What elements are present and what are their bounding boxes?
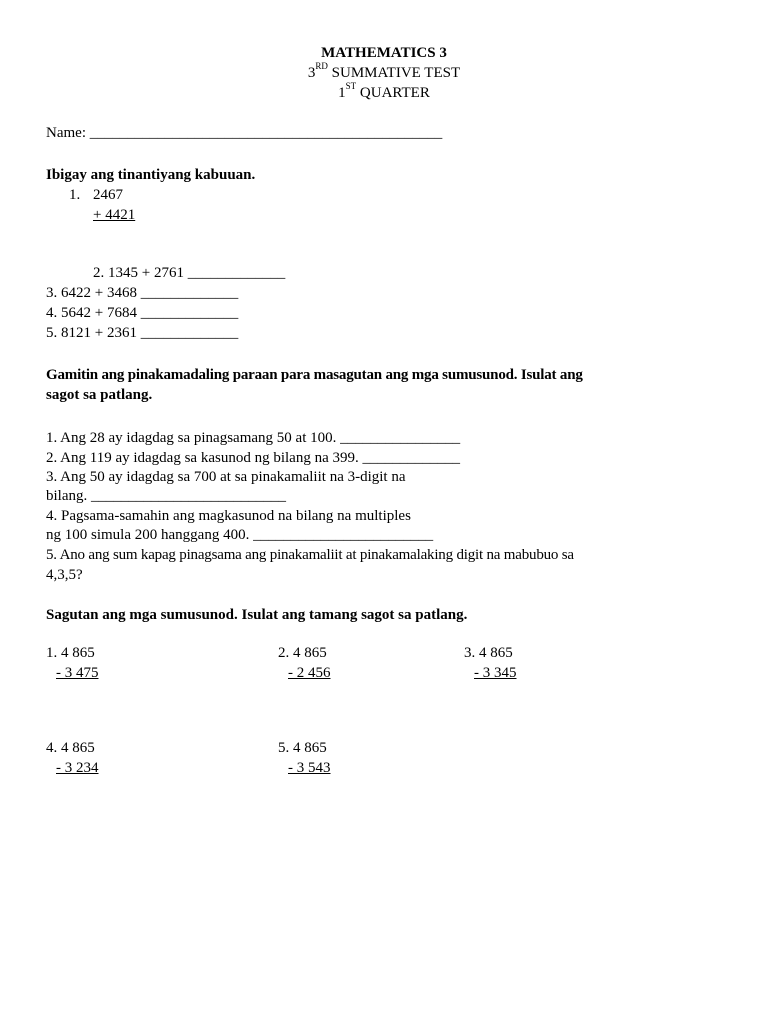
subtraction-1-top: 1. 4 865	[46, 645, 95, 661]
item1-bottom-number: + 4421	[93, 207, 136, 223]
subtraction-2-bottom: - 2 456	[288, 665, 331, 681]
word-problem-line-7: 5. Ano ang sum kapag pinagsama ang pinakamaliit at pinakamalaking digit na mabubuo sa	[46, 547, 574, 563]
subtraction-1-bottom: - 3 475	[56, 665, 99, 681]
item1-top-number: 2467	[93, 187, 123, 203]
subtraction-5-top: 5. 4 865	[278, 740, 327, 756]
word-problem-line-8: 4,3,5?	[46, 567, 83, 583]
test-label: SUMMATIVE TEST	[327, 65, 461, 81]
quarter-number: 1	[338, 85, 346, 101]
word-problem-line-2: 2. Ang 119 ay idagdag sa kasunod ng bilang na 399. _____________	[46, 450, 460, 466]
quarter-subtitle	[0, 83, 768, 103]
subtraction-4-bottom: - 3 234	[56, 760, 99, 776]
subtraction-3-top: 3. 4 865	[464, 645, 513, 661]
test-subtitle	[0, 63, 768, 83]
item1-label: 1.	[69, 187, 81, 203]
test-ordinal: RD	[315, 61, 328, 71]
estimate-item-5: 5. 8121 + 2361 _____________	[46, 325, 239, 341]
estimate-item-2: 2. 1345 + 2761 _____________	[93, 265, 286, 281]
subtraction-2-top: 2. 4 865	[278, 645, 327, 661]
subtraction-5-bottom: - 3 543	[288, 760, 331, 776]
word-problem-line-5: 4. Pagsama-samahin ang magkasunod na bilang na multiples	[46, 508, 411, 524]
quarter-label: QUARTER	[356, 85, 430, 101]
estimate-item-4: 4. 5642 + 7684 _____________	[46, 305, 239, 321]
section2-heading-line2: sagot sa patlang.	[46, 387, 153, 403]
section1-heading: Ibigay ang tinantiyang kabuuan.	[46, 167, 256, 183]
word-problem-line-4: bilang. __________________________	[46, 488, 286, 504]
page-title: MATHEMATICS 3	[321, 45, 447, 61]
section2-heading-line1: Gamitin ang pinakamadaling paraan para masagutan ang mga sumusunod. Isulat ang	[46, 367, 583, 383]
quarter-ordinal: ST	[345, 81, 357, 91]
test-number: 3	[307, 65, 316, 81]
name-field-line: Name: _______________________________________________	[46, 125, 443, 141]
section3-heading: Sagutan ang mga sumusunod. Isulat ang tamang sagot sa patlang.	[46, 607, 468, 623]
word-problem-line-6: ng 100 simula 200 hanggang 400. ________________________	[46, 527, 434, 543]
subtraction-3-bottom: - 3 345	[474, 665, 517, 681]
word-problem-line-1: 1. Ang 28 ay idagdag sa pinagsamang 50 at 100. ________________	[46, 430, 461, 446]
estimate-item-3: 3. 6422 + 3468 _____________	[46, 285, 239, 301]
word-problem-line-3: 3. Ang 50 ay idagdag sa 700 at sa pinakamaliit na 3-digit na	[46, 469, 406, 485]
subtraction-4-top: 4. 4 865	[46, 740, 95, 756]
